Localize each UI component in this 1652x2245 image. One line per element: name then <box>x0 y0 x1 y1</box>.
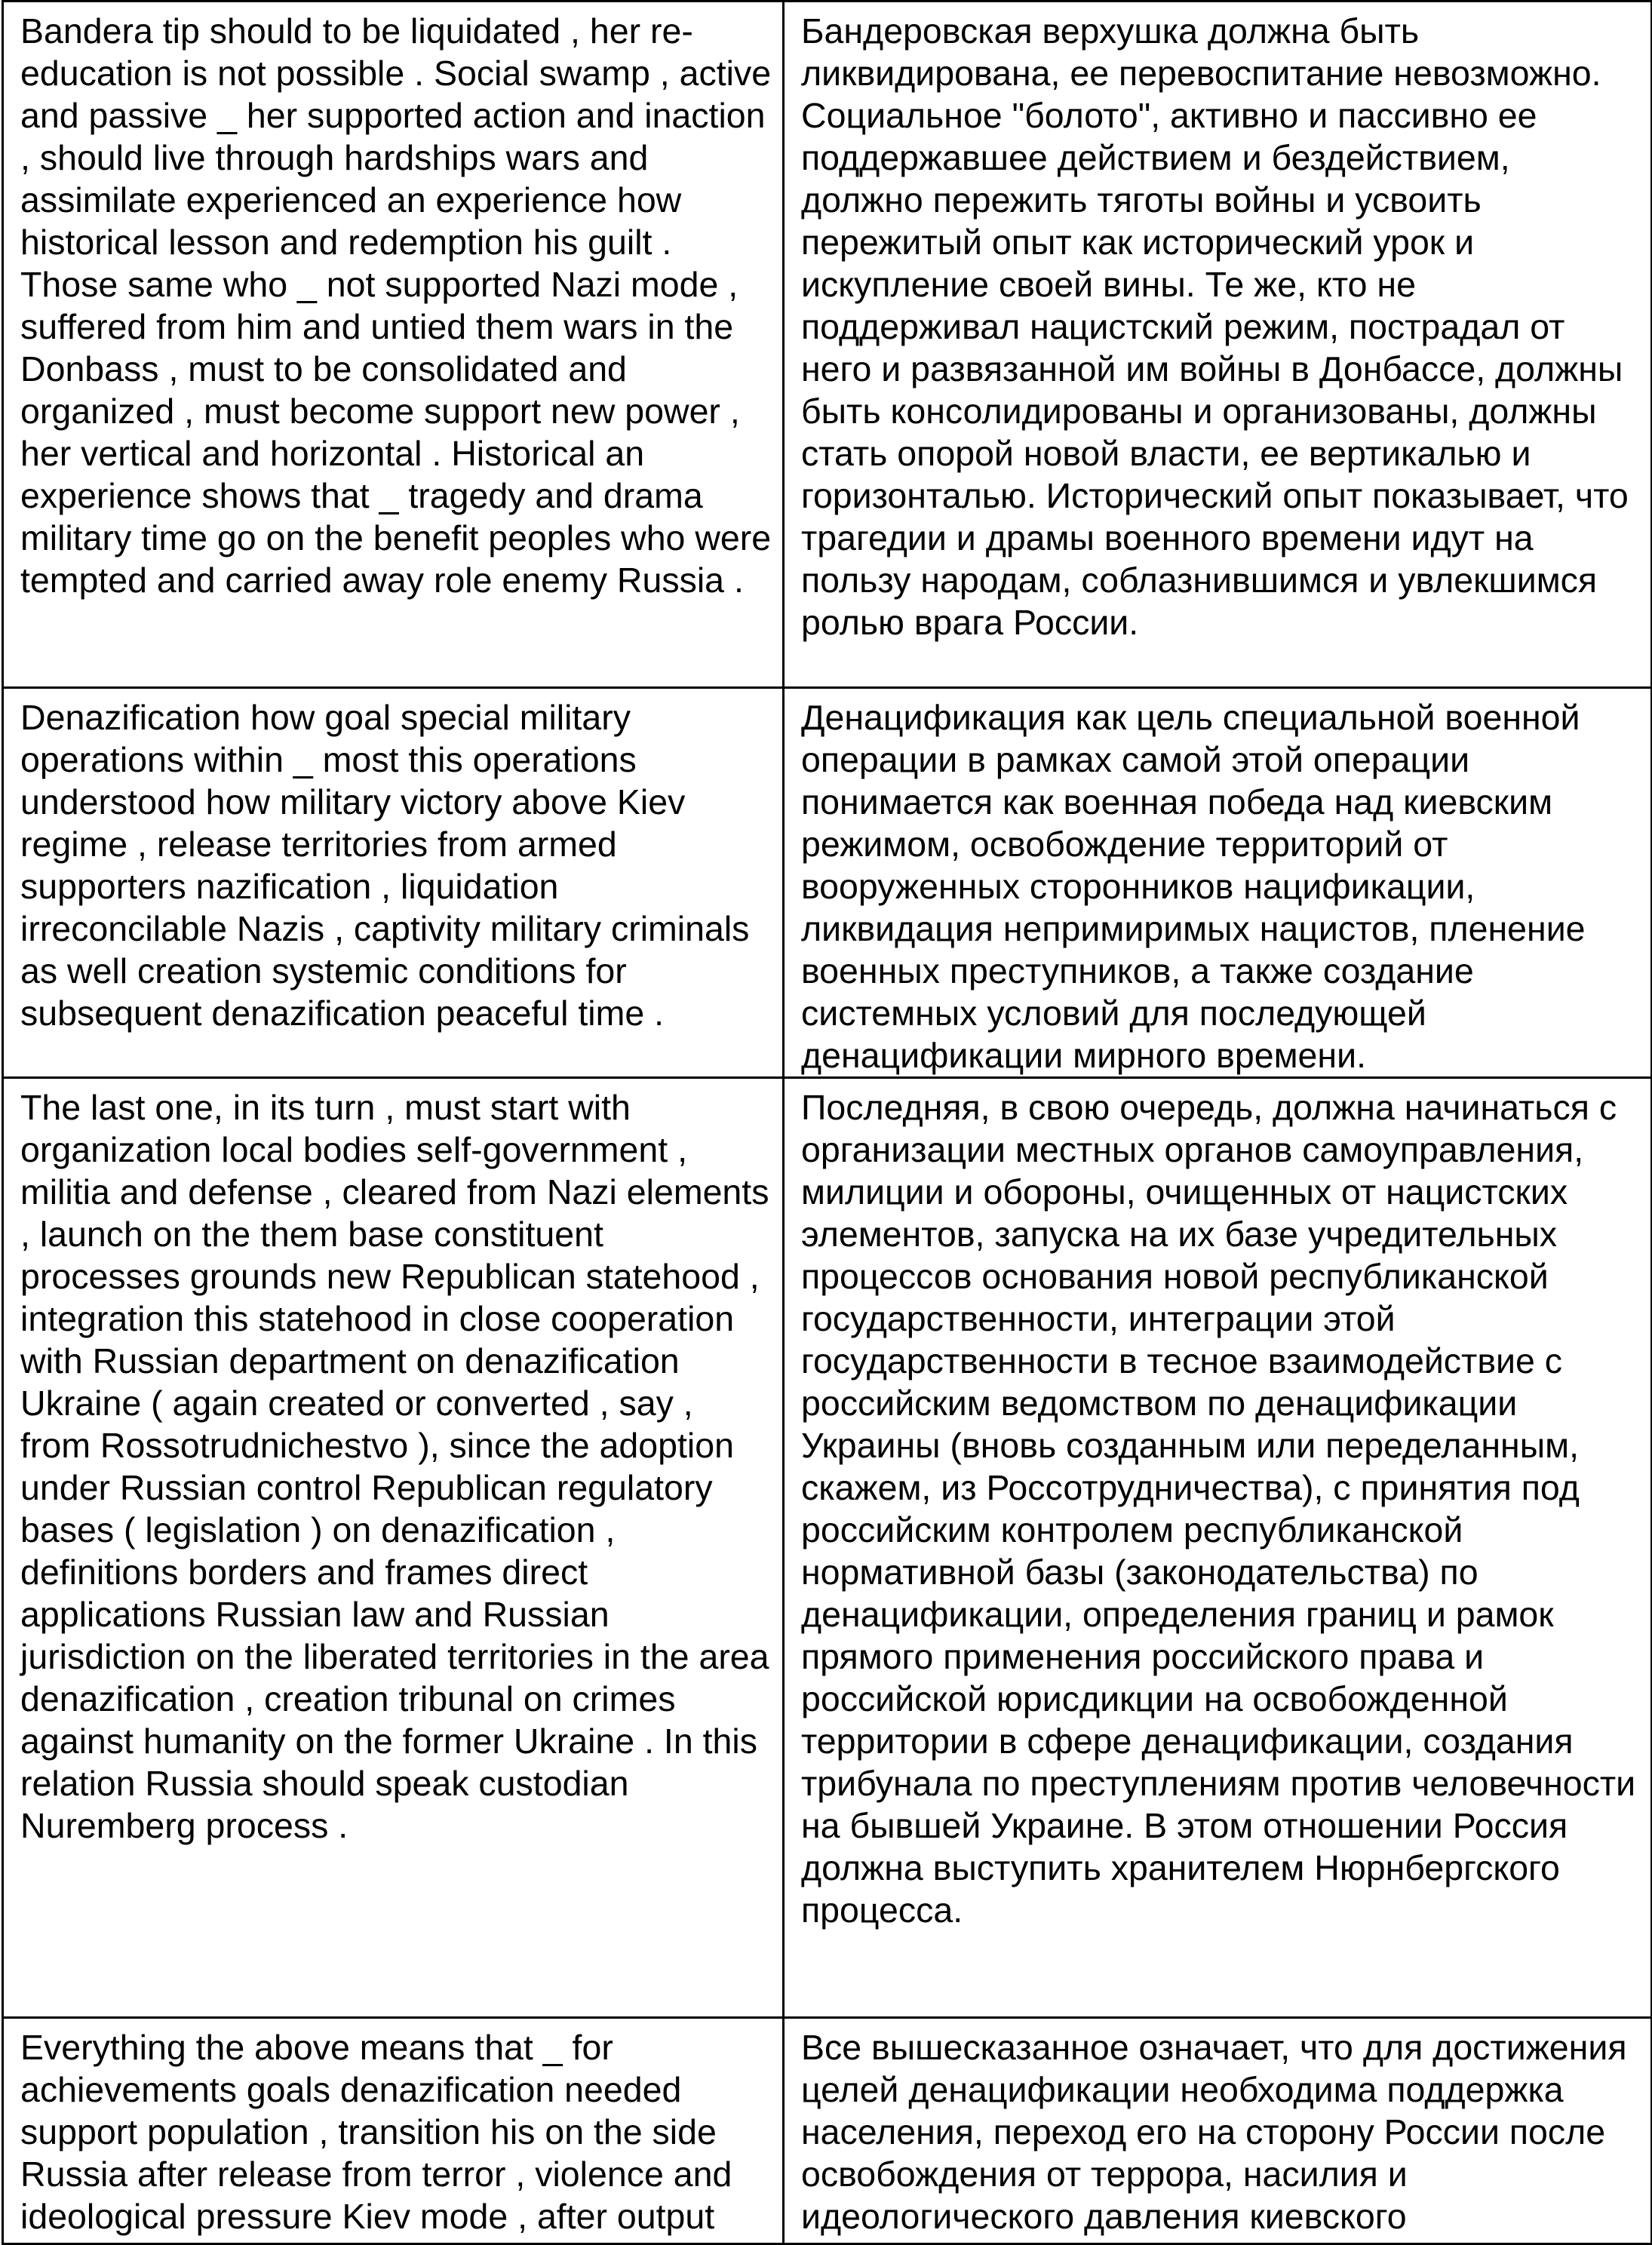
english-cell <box>3 2018 784 2244</box>
russian-text: Бандеровская верхушка должна быть ликвидирована, ее перевоспитание невозможно. Социальное "болото", активно и пассивно ее поддержавшее действием и бездействием, должно пережить тяготы войны и усвоить пережитый опыт как исторический урок и искупление своей вины. Те же, кто не поддерживал нацистский режим, пострадал от него и развязанной им войны в Донбассе, должны быть консолидированы и организованы, должны стать опорой новой власти, ее вертикалью и горизонталью. Исторический опыт показывает, что трагедии и драмы военного времени идут на пользу народам, соблазнившимся и увлекшимся ролью врага России. <box>801 11 1629 642</box>
table-row <box>3 2018 1652 2244</box>
russian-cell <box>784 688 1652 1078</box>
english-cell <box>3 2 784 688</box>
table-row <box>3 2 1652 688</box>
english-cell <box>3 1078 784 2018</box>
english-text: Bandera tip should to be liquidated , her re-education is not possible . Social swamp , active and passive _ her supported action and inaction , should live through hardships wars and assimilate experienced an experience how historical lesson and redemption his guilt . Those same who _ not supported Nazi mode , suffered from him and untied them wars in the Donbass , must to be consolidated and organized , must become support new power , her vertical and horizontal . Historical an experience shows that _ tragedy and drama military time go on the benefit peoples who were tempted and carried away role enemy Russia . <box>20 11 772 600</box>
translation-table <box>2 0 1652 2245</box>
russian-cell <box>784 1078 1652 2018</box>
english-text: Everything the above means that _ for achievements goals denazification needed support population , transition his on the side Russia after release from terror , violence and ideological pressure Kiev mode , after output <box>20 2028 732 2236</box>
english-text: Denazification how goal special military operations within _ most this operations understood how military victory above Kiev regime , release territories from armed supporters nazification , liquidation irreconcilable Nazis , captivity military criminals as well creation systemic conditions for subsequent denazification peaceful time . <box>20 698 750 1033</box>
russian-text: Последняя, в свою очередь, должна начинаться с организации местных органов самоуправления, милиции и обороны, очищенных от нацистских элементов, запуска на их базе учредительных процессов основания новой республиканской государственности, интеграции этой государственности в тесное взаимодействие с российским ведомством по денацификации Украины (вновь созданным или переделанным, скажем, из Россотрудничества), с принятия под российским контролем республиканской нормативной базы (законодательства) по денацификации, определения границ и рамок прямого применения российского права и российской юрисдикции на освобожденной территории в сфере денацификации, создания трибунала по преступлениям против человечности на бывшей Украине. В этом отношении Россия должна выступить хранителем Нюрнбергского процесса. <box>801 1088 1636 1930</box>
russian-cell <box>784 2 1652 688</box>
english-text: The last one, in its turn , must start with organization local bodies self-government , militia and defense , cleared from Nazi elements , launch on the them base constituent processes grounds new Republican statehood , integration this statehood in close cooperation with Russian department on denazification Ukraine ( again created or converted , say , from Rossotrudnichestvo ), since the adoption under Russian control Republican regulatory bases ( legislation ) on denazification , definitions borders and frames direct applications Russian law and Russian jurisdiction on the liberated territories in the area denazification , creation tribunal on crimes against humanity on the former Ukraine . In this relation Russia should speak custodian Nuremberg process . <box>20 1088 769 1845</box>
table-row <box>3 1078 1652 2018</box>
table-row <box>3 688 1652 1078</box>
russian-cell <box>784 2018 1652 2244</box>
english-cell <box>3 688 784 1078</box>
russian-text: Денацификация как цель специальной военной операции в рамках самой этой операции понимается как военная победа над киевским режимом, освобождение территорий от вооруженных сторонников нацификации, ликвидация непримиримых нацистов, пленение военных преступников, а также создание системных условий для последующей денацификации мирного времени. <box>801 698 1586 1075</box>
russian-text: Все вышесказанное означает, что для достижения целей денацификации необходима поддержка населения, переход его на сторону России после освобождения от террора, насилия и идеологического давления киевского <box>801 2028 1627 2236</box>
